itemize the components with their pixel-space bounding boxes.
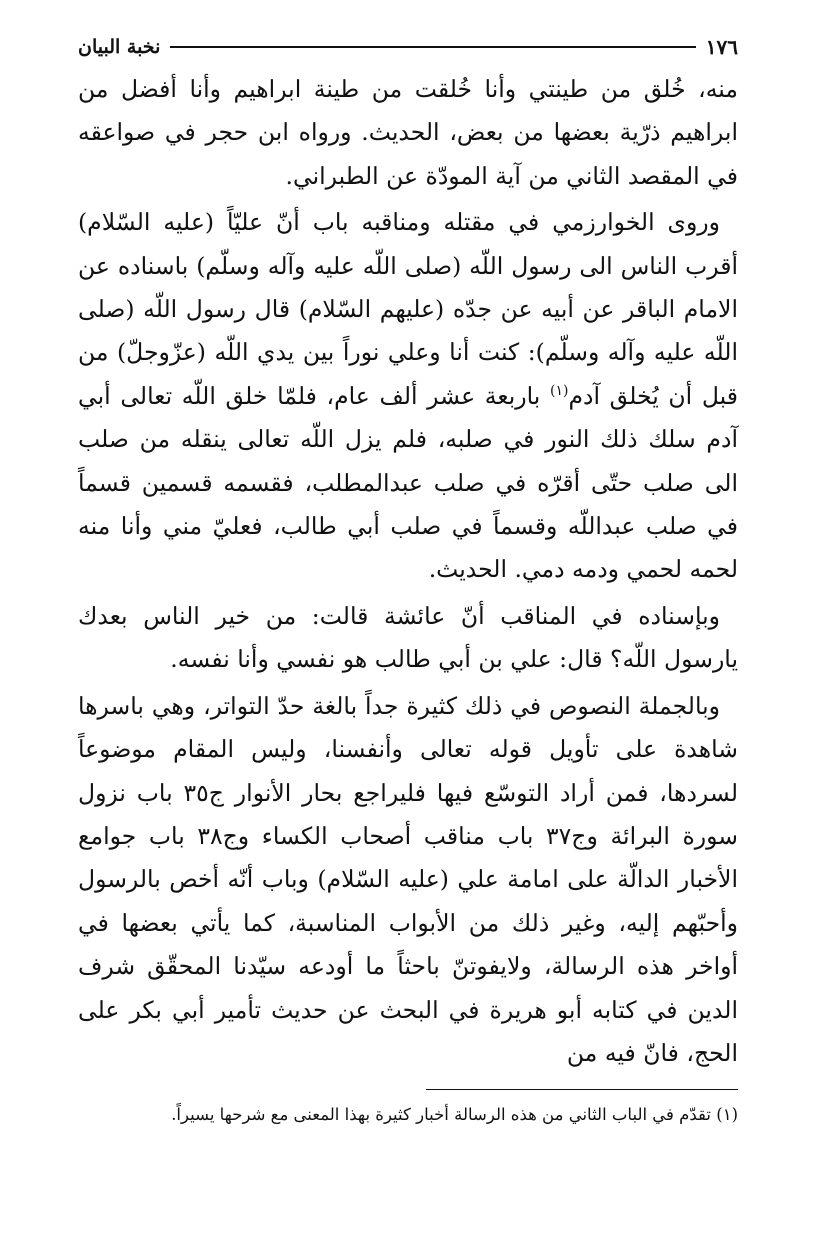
page-number: ١٧٦ (705, 35, 738, 59)
paragraph-1: منه، خُلق من طينتي وأنا خُلقت من طينة ابراهيم وأنا أفضل من ابراهيم ذرّية بعضها من بعض، الحديث. ورواه ابن حجر في صواعقه في المقصد الثاني من آية المودّة عن الطبراني. (78, 75, 738, 190)
running-header (78, 30, 738, 64)
footnote: (١) تقدّم في الباب الثاني من هذه الرسالة أخبار كثيرة بهذا المعنى مع شرحها يسيراً. (171, 1105, 738, 1125)
paragraph-2-tail: باربعة عشر ألف عام، فلمّا خلق اللّه تعالى أبي آدم سلك ذلك النور (78, 381, 738, 454)
book-page (78, 30, 738, 1130)
body-text (78, 68, 738, 1075)
book-title: نخبة البيان (78, 36, 161, 58)
footnote-reference: (١) (549, 383, 569, 400)
paragraph-2-text: وروى الخوارزمي في مقتله ومناقبه باب أنّ عليّاً (عليه السّلام) أقرب الناس الى رسول اللّه (صلى اللّه عليه وآله وسلّم) باسناده عن الامام الباقر عن أبيه عن جدّه (عليهم السّلام) قال رسول اللّه (صلى اللّه عليه وآله وسلّم): كنت أنا وعلي نوراً بين يدي اللّه (عزّوجلّ) من قبل أن يُخلق آدم (78, 208, 738, 410)
paragraph-2-continued: في صلبه، فلم يزل اللّه تعالى ينقله من صلب الى صلب حتّى أقرّه في صلب عبدالمطلب، فقسمه قسمين قسماً في صلب عبداللّه وقسماً في صلب أبي طالب، فعليّ مني وأنا منه لحمه لحمي ودمه دمي. الحديث. (78, 425, 738, 584)
paragraph-4: وبالجملة النصوص في ذلك كثيرة جداً بالغة حدّ التواتر، وهي باسرها شاهدة على تأويل قوله تعالى وأنفسنا، وليس المقام موضوعاً لسردها، فمن أراد التوسّع فيها فليراجع بحار الأنوار ج٣٥ باب نزول سورة البرائة وج٣٧ باب مناقب أصحاب الكساء وج٣٨ باب جوامع الأخبار الدالّة على امامة علي (عليه السّلام) وباب أنّه أخص بالرسول وأحبّهم إليه، وغير ذلك من الأبواب المناسبة، كما يأتي بعضها في أواخر هذه الرسالة، ولايفوتنّ باحثاً ما أودعه سيّدنا المحقّق شرف الدين في كتابه أبو هريرة في البحث عن حديث تأمير أبي بكر على الحج، فانّ فيه من (78, 691, 738, 1067)
header-rule (170, 46, 695, 48)
footnote-rule (426, 1089, 738, 1090)
paragraph-2 (78, 201, 738, 592)
paragraph-3: وبإسناده في المناقب أنّ عائشة قالت: من خير الناس بعدك يارسول اللّه؟ قال: علي بن أبي طالب هو نفسي وأنا نفسه. (78, 601, 738, 674)
